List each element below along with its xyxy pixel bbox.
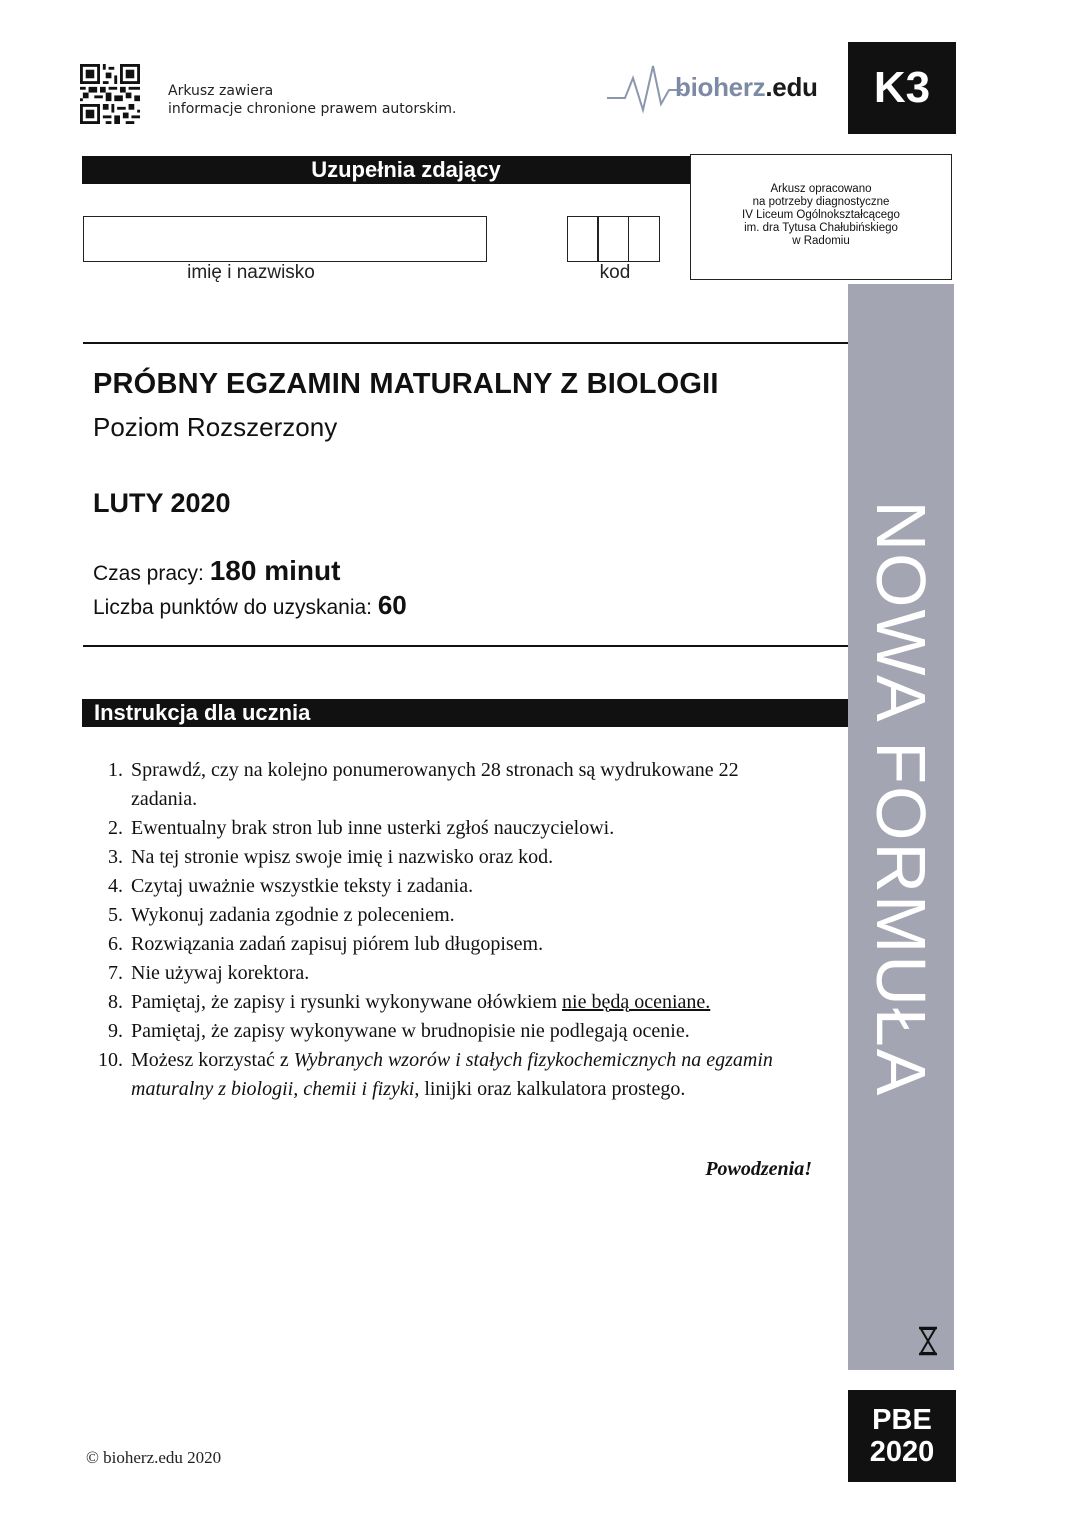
- sheet-code-badge: K3: [848, 42, 956, 134]
- code-input-cell[interactable]: [597, 216, 629, 262]
- item-number: 8.: [108, 991, 123, 1013]
- logo-text-part2: .edu: [765, 72, 818, 102]
- organization-line: Arkusz opracowano: [770, 183, 872, 195]
- organization-line: im. dra Tytusa Chałubińskiego: [744, 222, 898, 234]
- instructions-list: [86, 756, 806, 1104]
- item-text: Nie używaj korektora.: [131, 962, 310, 984]
- copyright-note-line1: Arkusz zawiera: [168, 83, 274, 99]
- exam-date: LUTY 2020: [93, 488, 231, 518]
- item-text-part: Możesz korzystać z: [131, 1049, 294, 1071]
- closing-text: Powodzenia!: [705, 1158, 812, 1180]
- item-text: [131, 988, 806, 1017]
- list-item: [86, 901, 806, 930]
- item-text-underlined: nie będą oceniane.: [562, 991, 711, 1013]
- item-number: 2.: [108, 817, 123, 839]
- exam-points: [93, 590, 407, 621]
- list-item: [86, 959, 806, 988]
- exam-level: Poziom Rozszerzony: [93, 412, 338, 442]
- item-number: 9.: [108, 1020, 123, 1042]
- fill-section-title-bar: [82, 156, 690, 184]
- qr-code-icon: [80, 64, 140, 124]
- time-value: 180 minut: [209, 555, 341, 586]
- item-number: 3.: [108, 846, 123, 868]
- item-text: Wykonuj zadania zgodnie z poleceniem.: [131, 904, 455, 926]
- item-number: 4.: [108, 875, 123, 897]
- nowa-formula-text: NOWA FORMUŁA: [862, 500, 940, 1098]
- list-item: [86, 988, 806, 1017]
- code-input-cell[interactable]: [628, 216, 660, 262]
- item-text-italic: Wybranych wzorów i stałych fizykochemicznych na egzamin maturalny z biologii, chemii i fizyki: [131, 1049, 773, 1100]
- copyright-note: [168, 82, 457, 118]
- name-input-box[interactable]: [83, 216, 487, 262]
- points-value: 60: [377, 590, 407, 620]
- item-text-part: , linijki oraz kalkulatora prostego.: [414, 1078, 686, 1100]
- list-item: [86, 814, 806, 843]
- item-number: 6.: [108, 933, 123, 955]
- exam-time: [93, 555, 340, 587]
- organization-line: na potrzeby diagnostyczne: [752, 196, 890, 208]
- divider: [83, 645, 848, 647]
- list-item: [86, 1017, 806, 1046]
- instructions-title-bar: [82, 699, 848, 727]
- code-input-boxes[interactable]: [568, 216, 660, 260]
- item-text: Sprawdź, czy na kolejno ponumerowanych 28 stronach są wydrukowane 22 zadania.: [131, 759, 739, 810]
- item-text: Ewentualny brak stron lub inne usterki zgłoś nauczycielowi.: [131, 817, 615, 839]
- list-item: [86, 1046, 806, 1104]
- fill-section-title: Uzupełnia zdający: [311, 157, 501, 182]
- item-text: Czytaj uważnie wszystkie teksty i zadania.: [131, 875, 474, 897]
- pbe-badge-line2: 2020: [869, 1436, 935, 1468]
- item-text-part: Pamiętaj, że zapisy i rysunki wykonywane ołówkiem: [131, 991, 563, 1013]
- logo-text: [675, 72, 818, 103]
- exam-title: PRÓBNY EGZAMIN MATURALNY Z BIOLOGII: [93, 368, 719, 400]
- footer-copyright: © bioherz.edu 2020: [86, 1448, 222, 1467]
- hourglass-icon: [916, 1326, 940, 1356]
- divider: [83, 342, 848, 344]
- item-number: 1.: [108, 759, 123, 781]
- bioherz-logo: [605, 60, 835, 120]
- pbe-badge: [848, 1390, 956, 1482]
- logo-text-part1: bioherz: [675, 72, 766, 102]
- item-text: Na tej stronie wpisz swoje imię i nazwisko oraz kod.: [131, 846, 554, 868]
- item-number: 10.: [98, 1049, 123, 1071]
- instructions-title: Instrukcja dla ucznia: [94, 700, 311, 725]
- points-label: Liczba punktów do uzyskania:: [93, 596, 378, 619]
- code-input-cell[interactable]: [567, 216, 599, 262]
- item-number: 5.: [108, 904, 123, 926]
- heartbeat-icon: [605, 60, 685, 120]
- list-item: [86, 756, 806, 814]
- organization-box: [690, 154, 952, 280]
- list-item: [86, 843, 806, 872]
- time-label: Czas pracy:: [93, 562, 210, 585]
- list-item: [86, 872, 806, 901]
- item-text: Pamiętaj, że zapisy wykonywane w brudnopisie nie podlegają ocenie.: [131, 1020, 690, 1042]
- copyright-note-line2: informacje chronione prawem autorskim.: [168, 101, 457, 117]
- list-item: [86, 930, 806, 959]
- organization-line: IV Liceum Ogólnokształcącego: [742, 209, 900, 221]
- pbe-badge-line1: PBE: [872, 1404, 932, 1436]
- item-text: [131, 1046, 806, 1104]
- item-text: Rozwiązania zadań zapisuj piórem lub długopisem.: [131, 933, 544, 955]
- item-number: 7.: [108, 962, 123, 984]
- code-label: kod: [599, 262, 631, 283]
- side-stripe-text-area: [848, 284, 954, 1370]
- organization-line: w Radomiu: [792, 235, 850, 247]
- name-label: imię i nazwisko: [187, 262, 315, 283]
